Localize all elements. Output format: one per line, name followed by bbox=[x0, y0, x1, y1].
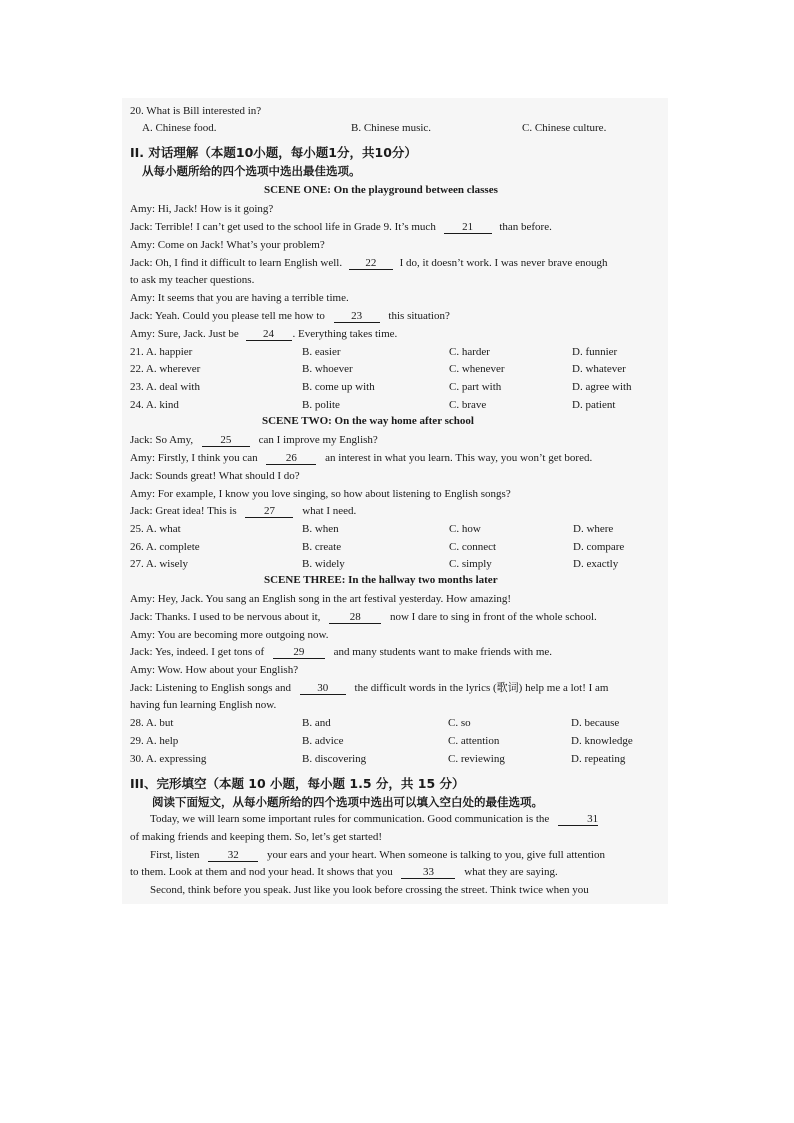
dialogue-line: Jack: Yes, indeed. I get tons of 29 and many students want to make friends with me. bbox=[130, 646, 553, 658]
blank-28: 28 bbox=[329, 611, 381, 624]
q22-option-d: D. whatever bbox=[572, 363, 626, 375]
scene-two-title: SCENE TWO: On the way home after school bbox=[262, 415, 474, 427]
blank-22: 22 bbox=[349, 257, 393, 270]
q28-option-a: 28. A. but bbox=[130, 717, 174, 729]
q21-option-b: B. easier bbox=[302, 346, 341, 358]
q20-option-b: B. Chinese music. bbox=[351, 122, 432, 134]
q27-option-d: D. exactly bbox=[573, 558, 619, 570]
section-3-instruction: 阅读下面短文，从每小题所给的四个选项中选出可以填入空白处的最佳选项。 bbox=[152, 795, 543, 809]
q30-option-d: D. repeating bbox=[571, 753, 626, 765]
q25-option-d: D. where bbox=[573, 523, 614, 535]
question-20: 20. What is Bill interested in? bbox=[130, 105, 262, 117]
section-2-instruction: 从每小题所给的四个选项中选出最佳选项。 bbox=[142, 164, 361, 178]
section-3-heading: III、完形填空（本题 10 小题，每小题 1.5 分，共 15 分） bbox=[130, 776, 465, 791]
blank-31: 31 bbox=[558, 813, 598, 826]
dialogue-line: Jack: So Amy, 25 can I improve my English? bbox=[130, 434, 378, 446]
q25-option-a: 25. A. what bbox=[130, 523, 181, 535]
q25-option-b: B. when bbox=[302, 523, 339, 535]
dialogue-line: Amy: It seems that you are having a terrible time. bbox=[130, 292, 349, 304]
dialogue-line: Amy: Sure, Jack. Just be 24 . Everything takes time. bbox=[130, 328, 398, 340]
q20-option-c: C. Chinese culture. bbox=[522, 122, 607, 134]
q23-option-d: D. agree with bbox=[572, 381, 632, 393]
q30-option-b: B. discovering bbox=[302, 753, 367, 765]
blank-30: 30 bbox=[300, 682, 346, 695]
q30-option-c: C. reviewing bbox=[448, 753, 505, 765]
dialogue-line: to ask my teacher questions. bbox=[130, 274, 255, 286]
q30-option-a: 30. A. expressing bbox=[130, 753, 207, 765]
q26-option-b: B. create bbox=[302, 541, 342, 553]
q24-option-b: B. polite bbox=[302, 399, 340, 411]
q29-option-b: B. advice bbox=[302, 735, 344, 747]
q22-option-c: C. whenever bbox=[449, 363, 505, 375]
scene-three-title: SCENE THREE: In the hallway two months later bbox=[264, 574, 498, 586]
dialogue-line: Jack: Oh, I find it difficult to learn English well. 22 I do, it doesn’t work. I was never brave enough bbox=[130, 257, 608, 269]
section-2-heading: II. 对话理解（本题10小题，每小题1分，共10分） bbox=[130, 145, 417, 160]
q21-option-d: D. funnier bbox=[572, 346, 618, 358]
q28-option-c: C. so bbox=[448, 717, 471, 729]
blank-32: 32 bbox=[208, 849, 258, 862]
q23-option-a: 23. A. deal with bbox=[130, 381, 200, 393]
dialogue-line: Jack: Thanks. I used to be nervous about it, 28 now I dare to sing in front of the whole school. bbox=[130, 611, 597, 623]
blank-23: 23 bbox=[334, 310, 380, 323]
passage-line: First, listen 32 your ears and your heart. When someone is talking to you, give full attention bbox=[150, 849, 605, 861]
blank-21: 21 bbox=[444, 221, 492, 234]
blank-33: 33 bbox=[401, 866, 455, 879]
q22-option-b: B. whoever bbox=[302, 363, 353, 375]
q21-option-c: C. harder bbox=[449, 346, 490, 358]
q26-option-d: D. compare bbox=[573, 541, 625, 553]
dialogue-line: Amy: Wow. How about your English? bbox=[130, 664, 299, 676]
dialogue-line: having fun learning English now. bbox=[130, 699, 277, 711]
exam-page bbox=[122, 98, 668, 904]
q28-option-d: D. because bbox=[571, 717, 620, 729]
passage-line: to them. Look at them and nod your head. It shows that you 33 what they are saying. bbox=[130, 866, 558, 878]
dialogue-line: Amy: Hey, Jack. You sang an English song in the art festival yesterday. How amazing! bbox=[130, 593, 512, 605]
q24-option-c: C. brave bbox=[449, 399, 487, 411]
q27-option-b: B. widely bbox=[302, 558, 345, 570]
dialogue-line: Jack: Great idea! This is 27 what I need. bbox=[130, 505, 357, 517]
q24-option-d: D. patient bbox=[572, 399, 616, 411]
q26-option-a: 26. A. complete bbox=[130, 541, 200, 553]
q25-option-c: C. how bbox=[449, 523, 481, 535]
q26-option-c: C. connect bbox=[449, 541, 497, 553]
q28-option-b: B. and bbox=[302, 717, 331, 729]
q27-option-c: C. simply bbox=[449, 558, 492, 570]
scene-one-title: SCENE ONE: On the playground between classes bbox=[264, 184, 498, 196]
dialogue-line: Amy: Hi, Jack! How is it going? bbox=[130, 203, 274, 215]
blank-24: 24 bbox=[246, 328, 292, 341]
q20-option-a: A. Chinese food. bbox=[142, 122, 217, 134]
blank-26: 26 bbox=[266, 452, 316, 465]
dialogue-line: Jack: Terrible! I can’t get used to the school life in Grade 9. It’s much 21 than before. bbox=[130, 221, 552, 233]
q23-option-c: C. part with bbox=[449, 381, 502, 393]
passage-line: Today, we will learn some important rules for communication. Good communication is the 31 bbox=[150, 813, 599, 825]
blank-27: 27 bbox=[245, 505, 293, 518]
q27-option-a: 27. A. wisely bbox=[130, 558, 189, 570]
passage-line: Second, think before you speak. Just like you look before crossing the street. Think twice when you bbox=[150, 884, 589, 896]
q21-option-a: 21. A. happier bbox=[130, 346, 193, 358]
dialogue-line: Jack: Listening to English songs and 30 the difficult words in the lyrics (歌词) help me a lot! I am bbox=[130, 682, 609, 694]
q29-option-d: D. knowledge bbox=[571, 735, 633, 747]
q23-option-b: B. come up with bbox=[302, 381, 375, 393]
q29-option-c: C. attention bbox=[448, 735, 500, 747]
dialogue-line: Amy: Come on Jack! What’s your problem? bbox=[130, 239, 325, 251]
dialogue-line: Jack: Sounds great! What should I do? bbox=[130, 470, 300, 482]
dialogue-line: Amy: For example, I know you love singing, so how about listening to English songs? bbox=[130, 488, 511, 500]
dialogue-line: Amy: You are becoming more outgoing now. bbox=[130, 629, 329, 641]
q24-option-a: 24. A. kind bbox=[130, 399, 179, 411]
passage-line: of making friends and keeping them. So, let’s get started! bbox=[130, 831, 383, 843]
dialogue-line: Amy: Firstly, I think you can 26 an interest in what you learn. This way, you won’t get bored. bbox=[130, 452, 593, 464]
blank-25: 25 bbox=[202, 434, 250, 447]
q22-option-a: 22. A. wherever bbox=[130, 363, 201, 375]
blank-29: 29 bbox=[273, 646, 325, 659]
dialogue-line: Jack: Yeah. Could you please tell me how to 23 this situation? bbox=[130, 310, 450, 322]
q29-option-a: 29. A. help bbox=[130, 735, 179, 747]
